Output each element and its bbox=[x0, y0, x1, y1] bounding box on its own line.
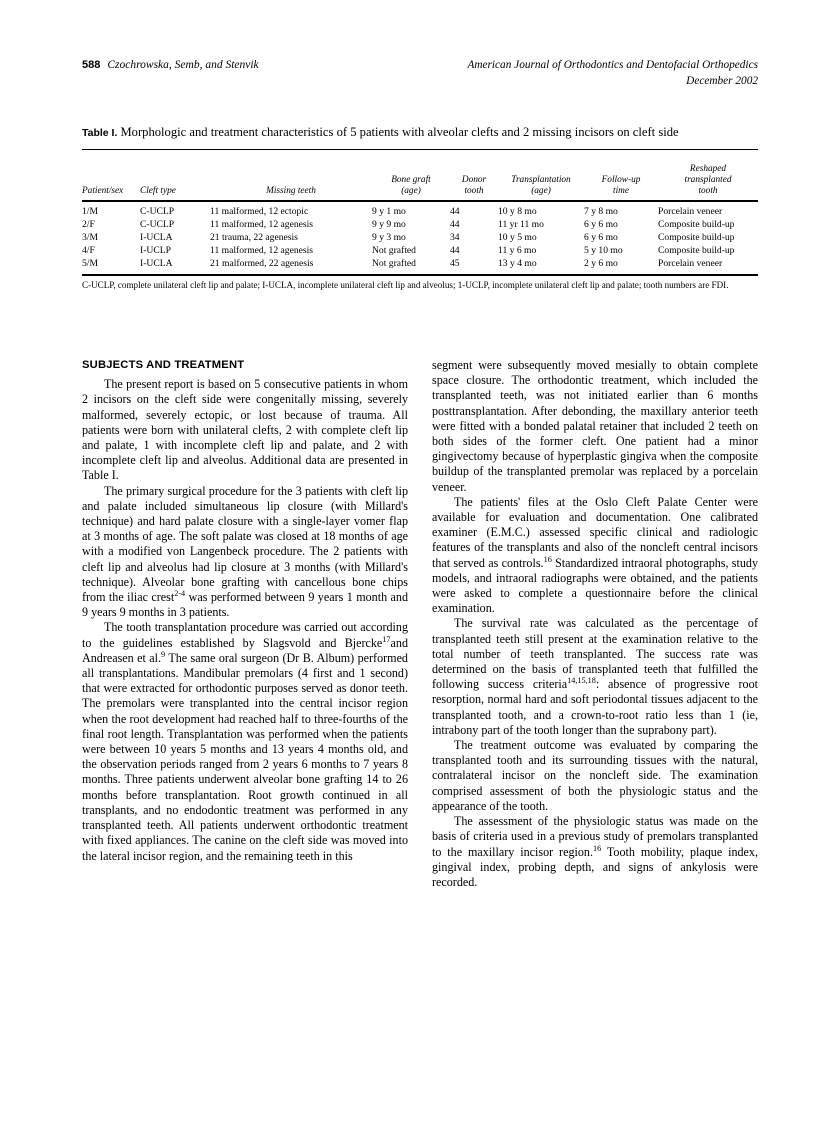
citation-superscript: 9 bbox=[161, 649, 166, 659]
citation-superscript: 14,15,18 bbox=[567, 676, 596, 686]
cell-cleft-type: I-UCLA bbox=[140, 258, 173, 270]
col-header-reshaped-tooth bbox=[658, 164, 758, 201]
cell-transplantation-age: 11 yr 11 mo bbox=[498, 218, 544, 230]
paragraph bbox=[432, 814, 758, 890]
paragraph-text-a: The primary surgical procedure for the 3 patients with cleft lip and palate included simultaneous lip closure (with Millard's technique) and hard palate closure with a single-layer vomer flap at 3 months of age. The soft palate was closed at 18 months of age with a modified von Langenbeck procedure. The 2 patients with cleft lip and alveolus had lip closure at 3 months (with Millard's technique). Alveolar bone grafting with cancellous bone chips from the iliac crest bbox=[82, 483, 408, 605]
col-header-follow-up-time bbox=[584, 164, 658, 201]
cell-transplantation-age: 11 y 6 mo bbox=[498, 245, 537, 257]
cell-bone-graft-age: Not grafted bbox=[372, 258, 416, 270]
col-header-line2: tooth bbox=[464, 185, 484, 196]
paragraph-text-c: The same oral surgeon (Dr B. Album) performed all transplantations. Mandibular premolars (4 first and 1 second) that were extracted for orthodontic purposes served as donor teeth. The premolars were transplanted into the central incisor region when the root development had reached half to three-fourths of the final root length. Transplantation was performed when the patients were between 10 years 5 months and 13 years 4 months old, and the observation periods ranged from 2 years 6 months to 7 years 8 months. Three patients underwent alveolar bone grafting 14 to 26 months before transplantation. Root growth continued in all transplants, and no endodontic treatment was performed in any transplanted teeth. All patients underwent orthodontic treatment with fixed appliances. The canine on the cleft side was moved into the lateral incisor region, and the remaining teeth in this bbox=[82, 650, 408, 863]
cell-reshaped-tooth: Composite build-up bbox=[658, 245, 735, 257]
paragraph: The treatment outcome was evaluated by comparing the transplanted tooth and its surrounding tissues with the natural, contralateral incisor on the noncleft side. The examination comprised assessment of both the physiologic status and the appearance of the tooth. bbox=[432, 738, 758, 813]
paragraph-text-b: was performed between 9 years 1 month and 9 years 9 months in 3 patients. bbox=[82, 590, 408, 620]
table-caption bbox=[82, 124, 758, 142]
table-header bbox=[82, 149, 758, 201]
cell-patient-sex: 1/M bbox=[82, 201, 140, 218]
cell-follow-up-time: 6 y 6 mo bbox=[584, 231, 618, 243]
cell-bone-graft-age: 9 y 3 mo bbox=[372, 231, 406, 243]
col-header-line1: Cleft type bbox=[140, 185, 176, 196]
cell-donor-tooth: 45 bbox=[450, 258, 460, 270]
col-header-cleft-type bbox=[140, 164, 210, 201]
table-footnote: C-UCLP, complete unilateral cleft lip and palate; I-UCLA, incomplete unilateral cleft lip and alveolus; 1-UCLP, incomplete unilateral cleft lip and palate; tooth numbers are FDI. bbox=[82, 279, 729, 290]
paragraph-text-a: The patients' files at the Oslo Cleft Palate Center were available for evaluation and documentation. One calibrated examiner (E.M.C.) assessed specific clinical and radiologic features of the transplants and also of the noncleft central incisors that served as controls. bbox=[432, 494, 758, 570]
citation-superscript: 16 bbox=[543, 554, 552, 564]
cell-cleft-type: C-UCLP bbox=[140, 201, 210, 218]
citation-superscript: 2-4 bbox=[174, 589, 186, 599]
issue-date: December 2002 bbox=[686, 74, 758, 87]
page-number: 588 bbox=[82, 59, 101, 71]
cell-bone-graft-age: 9 y 9 mo bbox=[372, 218, 406, 230]
col-header-line2: (age) bbox=[531, 185, 551, 196]
col-header-line1: Reshaped bbox=[689, 163, 727, 174]
cell-donor-tooth: 34 bbox=[450, 231, 460, 243]
table-bottom-rule bbox=[82, 274, 758, 276]
running-head-left bbox=[82, 58, 259, 73]
paragraph-text-a: The assessment of the physiologic status was made on the basis of criteria used in a previous study of premolars transplanted to the maxillary incisor region. bbox=[432, 814, 758, 859]
running-head-right bbox=[467, 58, 758, 89]
table-row bbox=[82, 244, 758, 257]
cell-transplantation-age: 13 y 4 mo bbox=[498, 258, 537, 270]
cell-follow-up-time: 5 y 10 mo bbox=[584, 245, 623, 257]
table-caption-text: Morphologic and treatment characteristics of 5 patients with alveolar clefts and 2 missing incisors on cleft side bbox=[120, 125, 679, 139]
cell-donor-tooth: 44 bbox=[450, 218, 460, 230]
table-body bbox=[82, 201, 758, 274]
cell-missing-teeth: 11 malformed, 12 ectopic bbox=[210, 201, 372, 218]
paragraph: The present report is based on 5 consecutive patients in whom 2 incisors on the cleft side were congenitally missing, severely malformed, severely ectopic, or lost because of trauma. All patients were born with unilateral clefts, 2 with complete cleft lip and palate, 1 with incomplete cleft lip and palate, and 2 with incomplete cleft lip and alveolus. Additional data are presented in Table I. bbox=[82, 377, 408, 483]
cell-reshaped-tooth: Composite build-up bbox=[658, 231, 735, 243]
cell-reshaped-tooth: Porcelain veneer bbox=[658, 258, 723, 270]
paragraph-text-b: and Andreasen et al. bbox=[82, 635, 408, 665]
table-label: Table I. bbox=[82, 127, 118, 139]
cell-reshaped-tooth: Porcelain veneer bbox=[658, 201, 758, 218]
patient-characteristics-table bbox=[82, 149, 758, 274]
cell-cleft-type: I-UCLP bbox=[140, 245, 171, 257]
citation-superscript: 16 bbox=[592, 843, 602, 853]
col-header-line2: transplanted bbox=[684, 174, 732, 185]
cell-donor-tooth: 44 bbox=[450, 245, 460, 257]
paragraph-text-a: The survival rate was calculated as the percentage of transplanted teeth still present at the examination relative to the total number of teeth transplanted. The success rate was determined on the basis of transplanted teeth that fulfilled the following success criteria bbox=[432, 616, 758, 692]
cell-patient-sex: 5/M bbox=[82, 258, 98, 270]
col-header-patient-sex bbox=[82, 164, 140, 201]
cell-patient-sex: 4/F bbox=[82, 245, 95, 257]
col-header-line1: Transplantation bbox=[511, 174, 571, 185]
body-column-left bbox=[82, 358, 408, 864]
col-header-line1: Donor bbox=[461, 174, 487, 185]
table-header-row bbox=[82, 164, 758, 201]
col-header-line1: Missing teeth bbox=[266, 185, 316, 196]
table-row bbox=[82, 231, 758, 244]
cell-missing-teeth: 11 malformed, 12 agenesis bbox=[210, 245, 314, 257]
col-header-line1: Follow-up bbox=[601, 174, 641, 185]
table-row bbox=[82, 218, 758, 231]
paragraph: segment were subsequently moved mesially to obtain complete space closure. The orthodontic treatment, which included the transplanted teeth, was not initiated earlier than 6 months posttransplantation. After debonding, the maxillary anterior teeth were fitted with a bonded palatal retainer that included 2 teeth on both sides of the former cleft. One patient had a minor gingivectomy because of hyperplastic gingiva when the composite buildup of the transplanted premolar was replaced by a porcelain veneer. bbox=[432, 358, 758, 494]
paragraph-text-b: Tooth mobility, plaque index, gingival index, probing depth, and signs of ankylosis were recorded. bbox=[432, 844, 758, 889]
paragraph bbox=[82, 620, 408, 863]
cell-bone-graft-age: 9 y 1 mo bbox=[372, 201, 450, 218]
cell-cleft-type: I-UCLA bbox=[140, 231, 173, 243]
col-header-line3: tooth bbox=[698, 185, 718, 196]
cell-bone-graft-age: Not grafted bbox=[372, 245, 416, 257]
col-header-bone-graft bbox=[372, 164, 450, 201]
cell-reshaped-tooth: Composite build-up bbox=[658, 218, 735, 230]
paragraph bbox=[432, 616, 758, 738]
cell-cleft-type: C-UCLP bbox=[140, 218, 175, 230]
cell-donor-tooth: 44 bbox=[450, 201, 498, 218]
journal-title: American Journal of Orthodontics and Dentofacial Orthopedics bbox=[467, 59, 758, 71]
cell-follow-up-time: 2 y 6 mo bbox=[584, 258, 618, 270]
citation-superscript: 17 bbox=[382, 634, 391, 644]
table-header-spacer bbox=[82, 149, 758, 164]
author-list: Czochrowska, Semb, and Stenvik bbox=[107, 59, 259, 71]
table-block bbox=[82, 124, 758, 291]
running-head bbox=[82, 58, 758, 102]
col-header-line1: Bone graft bbox=[391, 174, 431, 185]
cell-patient-sex: 3/M bbox=[82, 231, 98, 243]
paragraph bbox=[82, 484, 408, 621]
col-header-line1: Patient/sex bbox=[82, 185, 124, 196]
paragraph-text-b: : absence of progressive root resorption, normal hard and soft periodontal tissues adjacent to the transplanted tooth, and a crown-to-root ratio less than 1 (ie, intrabony part of the tooth longer than the suprabony part). bbox=[432, 677, 758, 737]
col-header-line2: (age) bbox=[401, 185, 421, 196]
col-header-missing-teeth bbox=[210, 164, 372, 201]
col-header-transplantation bbox=[498, 164, 584, 201]
cell-transplantation-age: 10 y 8 mo bbox=[498, 201, 584, 218]
body-column-right bbox=[432, 358, 758, 890]
cell-follow-up-time: 7 y 8 mo bbox=[584, 201, 658, 218]
cell-transplantation-age: 10 y 5 mo bbox=[498, 231, 537, 243]
section-heading-subjects-and-treatment: SUBJECTS AND TREATMENT bbox=[82, 359, 245, 371]
cell-missing-teeth: 21 trauma, 22 agenesis bbox=[210, 231, 298, 243]
paragraph-text-a: The tooth transplantation procedure was carried out according to the guidelines established by Slagsvold and Bjercke bbox=[82, 620, 408, 650]
cell-missing-teeth: 11 malformed, 12 agenesis bbox=[210, 218, 314, 230]
cell-follow-up-time: 6 y 6 mo bbox=[584, 218, 618, 230]
cell-patient-sex: 2/F bbox=[82, 218, 95, 230]
col-header-donor-tooth bbox=[450, 164, 498, 201]
col-header-line2: time bbox=[612, 185, 629, 196]
table-row bbox=[82, 201, 758, 218]
paragraph-text-b: Standardized intraoral photographs, study models, and intraoral radiographs were obtained, and the patients were asked to complete a questionnaire before the clinical examination. bbox=[432, 555, 758, 616]
cell-missing-teeth: 21 malformed, 22 agenesis bbox=[210, 258, 314, 270]
paragraph bbox=[432, 495, 758, 617]
table-row bbox=[82, 257, 758, 273]
